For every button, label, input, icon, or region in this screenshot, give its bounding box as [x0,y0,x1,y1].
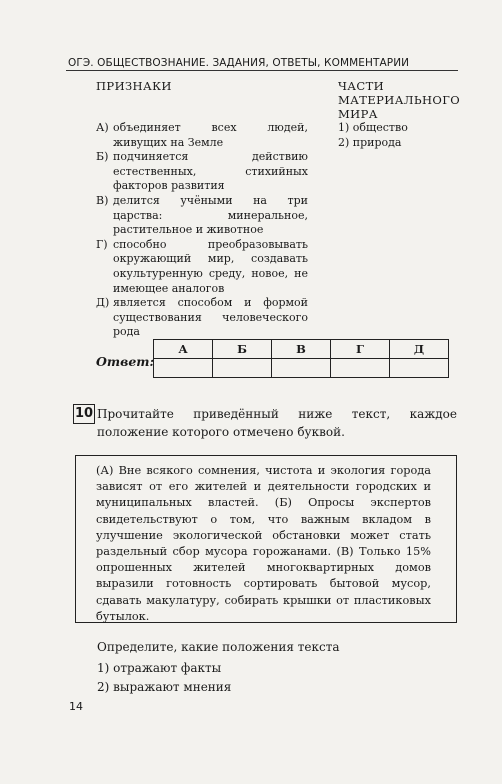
features-list [96,121,308,340]
passage-text: (А) Вне всякого сомнения, чистота и экология города зависят от его жителей и деятельности городских и муниципальных властей. (Б) Опросы экспертов свидетельствуют о том, что важным вкладом в улучшение экологической обстановки может стать раздельный сбор мусора горожанами. (В) Только 15% опрошенных жителей многоквартирных домов выразили готовность сортировать бытовой мусор, сдавать макулатуру, собирать крышки от пластиковых бутылок. [96,464,431,623]
options-list [97,659,231,697]
feature-letter: Б) [96,150,109,164]
instruction-text: Определите, какие положения текста [97,640,340,654]
answer-table [153,339,449,378]
part-item: 1) общество [338,121,408,134]
feature-item [96,194,308,238]
answer-col-header: Д [390,340,449,359]
feature-item [96,150,308,194]
answer-cell[interactable] [213,359,272,378]
passage-box [75,455,457,623]
answer-cell[interactable] [390,359,449,378]
option-item: 1) отражают факты [97,661,222,675]
feature-text: подчиняется действию естественных, стихийных факторов развития [113,150,308,193]
feature-letter: Г) [96,237,108,251]
header-rule [66,70,458,71]
feature-text: способно преобразовывать окружающий мир, создавать окультуренную среду, новое, не имеющее аналогов [113,237,308,295]
feature-text: делится учёными на три царства: минеральное, растительное и животное [113,193,308,237]
question-number: 10 [73,404,95,424]
option-item: 2) выражают мнения [97,680,232,694]
feature-item [96,296,308,340]
features-heading: ПРИЗНАКИ [96,79,172,93]
answer-header-row [154,340,449,359]
question-text: Прочитайте приведённый ниже текст, каждое положение которого отмечено буквой. [97,407,457,439]
answer-col-header: А [154,340,213,359]
answer-cell[interactable] [331,359,390,378]
answer-cell[interactable] [272,359,331,378]
running-head: ОГЭ. ОБЩЕСТВОЗНАНИЕ. ЗАДАНИЯ, ОТВЕТЫ, КОММЕНТАРИИ [68,57,410,69]
feature-letter: А) [96,121,109,134]
answer-col-header: Г [331,340,390,359]
answer-input-row [154,359,449,378]
answer-label: Ответ: [96,354,155,369]
part-item: 2) природа [338,135,402,149]
feature-text: объединяет всех людей, живущих на Земле [113,121,308,149]
feature-letter: Д) [96,296,110,310]
feature-letter: В) [96,193,109,207]
parts-list [338,121,408,150]
parts-heading: ЧАСТИ МАТЕРИАЛЬНОГО МИРА [338,79,461,121]
page-number: 14 [69,700,83,713]
answer-col-header: Б [213,340,272,359]
feature-item [96,238,308,296]
answer-col-header: В [272,340,331,359]
answer-cell[interactable] [154,359,213,378]
feature-text: является способом и формой существования человеческого рода [113,296,308,339]
feature-item [96,121,308,150]
